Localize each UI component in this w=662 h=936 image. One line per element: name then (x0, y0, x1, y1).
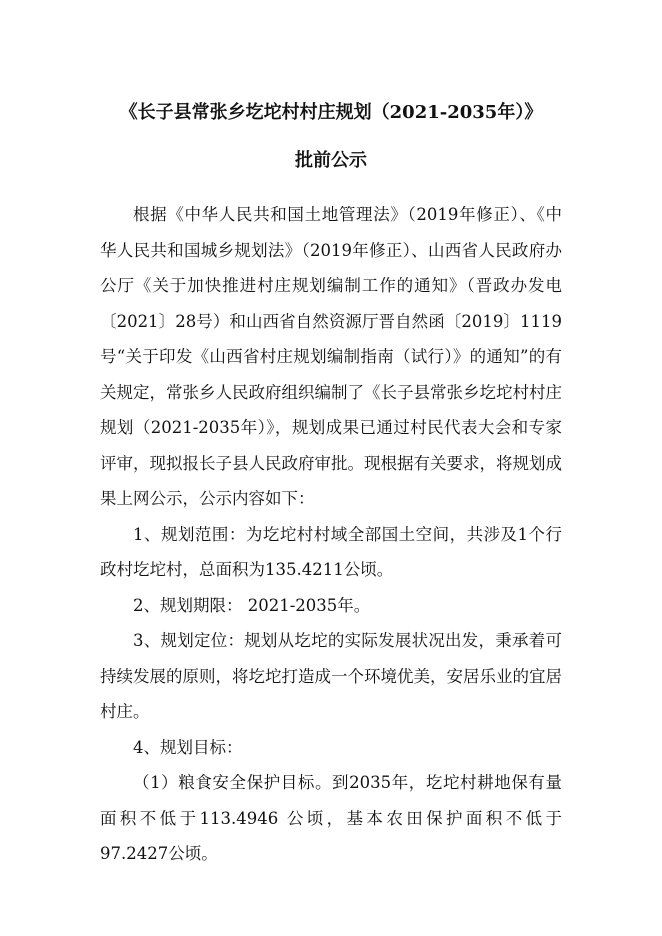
document-title: 《长子县常张乡圪坨村村庄规划（2021-2035年）》 (119, 102, 543, 123)
item-food-security-goal: （1）粮食安全保护目标。到2035年，圪坨村耕地保有量面积不低于113.4946 公顷，基本农田保护面积不低于97.2427公顷。 (100, 773, 562, 863)
document-body (100, 197, 562, 872)
item-period: 2、规划期限： 2021-2035年。 (133, 595, 371, 615)
item-positioning: 3、规划定位：规划从圪坨的实际发展状况出发，秉承着可持续发展的原则，将圪坨打造成一个环境优美，安居乐业的宜居村庄。 (100, 631, 562, 721)
item-goals-heading: 4、规划目标： (133, 737, 243, 757)
item-scope: 1、规划范围：为圪坨村村域全部国土空间，共涉及1个行政村圪坨村，总面积为135.4211公顷。 (100, 524, 562, 579)
document-subtitle: 批前公示 (295, 150, 367, 171)
intro-paragraph: 根据《中华人民共和国土地管理法》（2019年修正）、《中华人民共和国城乡规划法》（2019年修正）、山西省人民政府办公厅《关于加快推进村庄规划编制工作的通知》（晋政办发电〔2021〕28号）和山西省自然资源厅晋自然函〔2019〕1119号“关于印发《山西省村庄规划编制指南（试行）》的通知”的有关规定，常张乡人民政府组织编制了《长子县常张乡圪坨村村庄规划（2021-2035年）》，规划成果已通过村民代表大会和专家评审，现拟报长子县人民政府审批。现根据有关要求，将规划成果上网公示，公示内容如下： (100, 205, 562, 508)
